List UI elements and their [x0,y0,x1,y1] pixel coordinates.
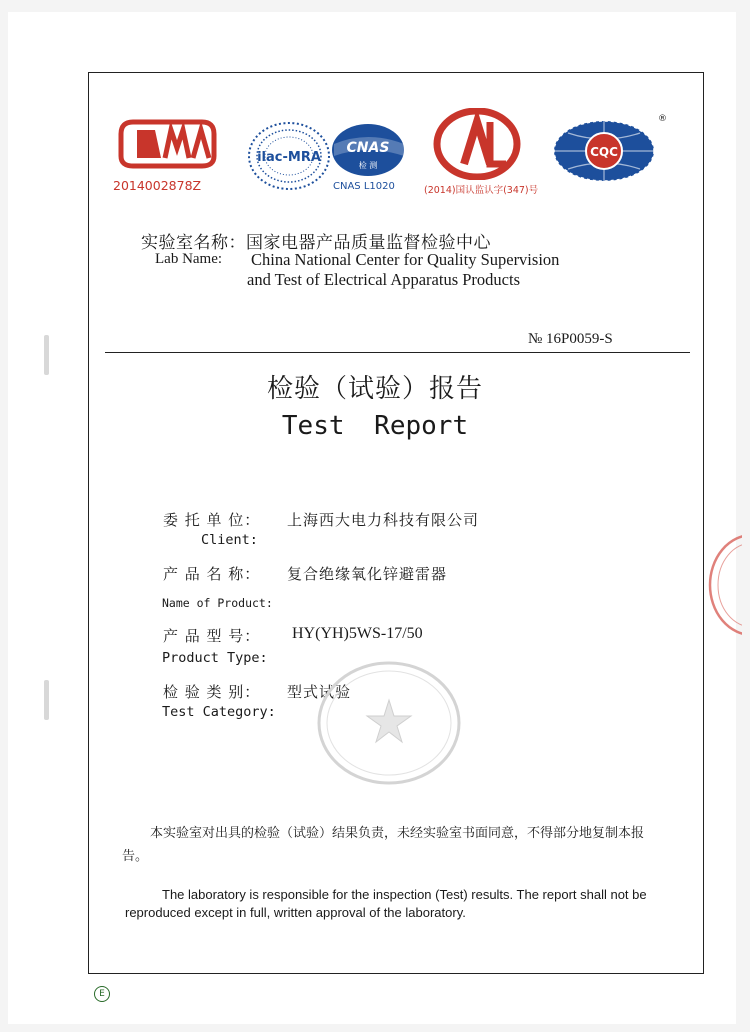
svg-text:CNAS: CNAS [346,140,390,156]
disclaimer-cn: 本实验室对出具的检验（试验）结果负责，未经实验室书面同意，不得部分地复制本报告。 [122,826,645,864]
lab-name-en-line2: and Test of Electrical Apparatus Products [247,270,521,289]
footer-circle-mark: E [94,986,110,1002]
svg-text:CQC: CQC [590,145,618,159]
lab-name-cn: 实验室名称：国家电器产品质量监督检验中心 [141,233,491,253]
report-number-rule [105,352,690,353]
svg-text:检 测: 检 测 [358,161,378,170]
product-name-value: 复合绝缘氧化锌避雷器 [287,565,448,583]
lab-name-en-line1: China National Center for Quality Supervision [251,250,560,269]
report-title-cn: 检验（试验）报告 [266,374,483,404]
test-category-value: 型式试验 [287,683,352,701]
cal-logo [432,108,522,184]
product-type-label-cn: 产 品 型 号： [163,627,261,645]
cnas-logo [328,122,408,184]
client-label-en: Client: [201,532,258,548]
client-value: 上海西大电力科技有限公司 [287,511,480,529]
product-name-label-cn: 产 品 名 称： [163,565,261,583]
embossed-seal [314,658,464,792]
svg-text:ilac-MRA: ilac-MRA [257,150,321,165]
product-type-value: HY(YH)5WS-17/50 [292,625,423,642]
cma-logo [115,118,220,174]
report-number: № 16P0059-S [528,331,613,347]
cma-number: 2014002878Z [113,178,202,193]
registered-mark: ® [658,114,667,124]
ilac-mra-logo [245,120,337,196]
lab-name-label-en: Lab Name: [155,251,223,267]
cnas-code: CNAS L1020 [333,181,395,192]
product-name-label-en: Name of Product: [162,596,273,610]
report-title-en: Test Report [281,411,469,441]
test-category-label-cn: 检 验 类 别： [163,683,261,701]
product-type-label-en: Product Type: [162,650,268,666]
red-seal-fragment [700,530,742,644]
test-category-label-en: Test Category: [162,704,276,720]
binding-mark [44,680,49,720]
cal-caption: (2014)国认监认字(347)号 [424,185,539,196]
cqc-logo [548,115,668,191]
disclaimer-en: The laboratory is responsible for the inspection (Test) results. The report shall not be reproduced except in full, written approval of the laboratory. [125,887,647,920]
client-label-cn: 委 托 单 位： [163,511,261,529]
